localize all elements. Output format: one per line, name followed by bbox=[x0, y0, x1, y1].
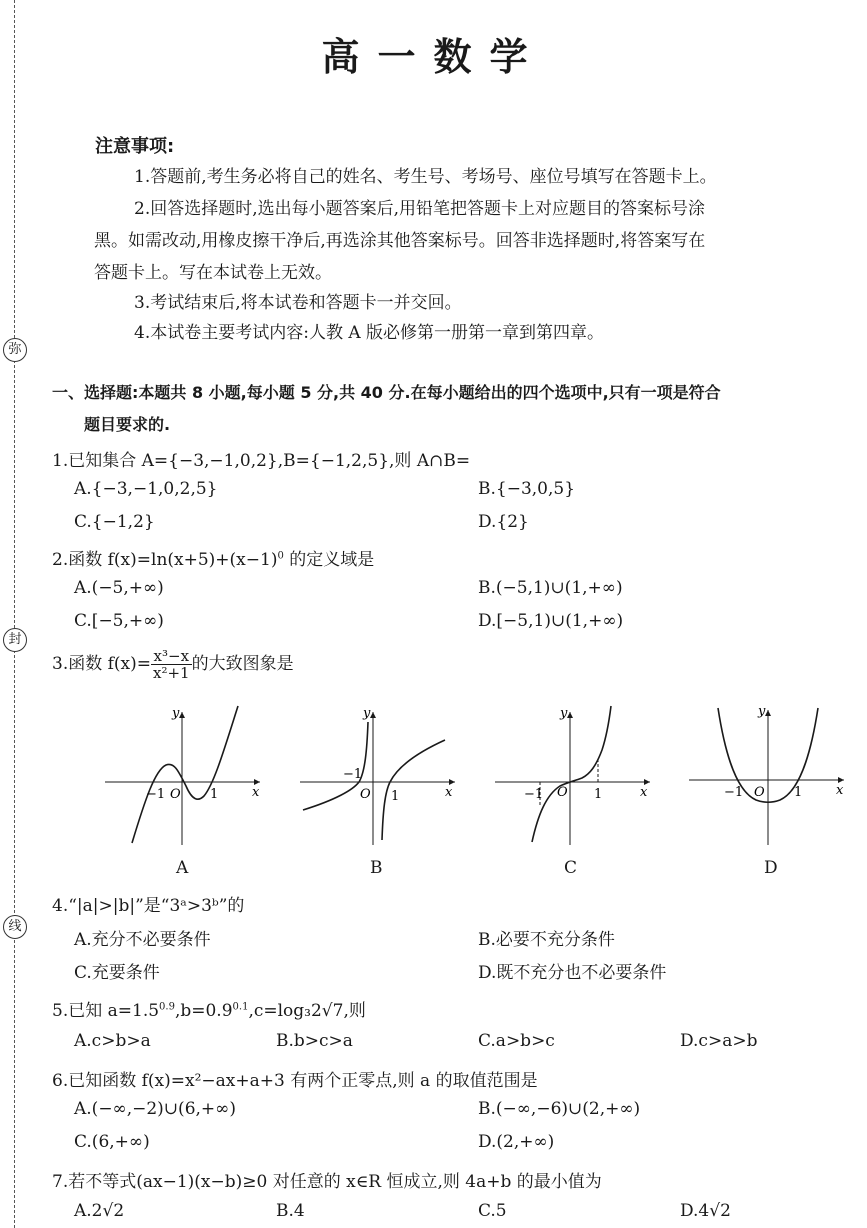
notice-item: 4.本试卷主要考试内容:人教 A 版必修第一册第一章到第四章。 bbox=[134, 323, 605, 343]
origin-label: O bbox=[170, 787, 181, 802]
q4-option-b[interactable]: B.必要不充分条件 bbox=[478, 930, 615, 950]
notice-item: 3.考试结束后,将本试卷和答题卡一并交回。 bbox=[134, 293, 462, 313]
q2-option-c[interactable]: C.[−5,+∞) bbox=[74, 611, 164, 631]
seal-feng: 封 bbox=[3, 628, 27, 652]
q7-option-d[interactable]: D.4√2 bbox=[680, 1201, 731, 1221]
seal-mi: 弥 bbox=[3, 338, 27, 362]
graph-c[interactable] bbox=[490, 700, 660, 850]
q6-option-a[interactable]: A.(−∞,−2)∪(6,+∞) bbox=[74, 1099, 236, 1119]
q4-option-d[interactable]: D.既不充分也不必要条件 bbox=[478, 963, 667, 983]
q2-option-b[interactable]: B.(−5,1)∪(1,+∞) bbox=[478, 578, 623, 598]
axis-y-label: y bbox=[758, 704, 766, 719]
q2-option-d[interactable]: D.[−5,1)∪(1,+∞) bbox=[478, 611, 624, 631]
q7-option-c[interactable]: C.5 bbox=[478, 1201, 507, 1221]
notice-item: 答题卡上。写在本试卷上无效。 bbox=[94, 263, 332, 283]
q4-option-c[interactable]: C.充要条件 bbox=[74, 963, 160, 983]
section-heading-cont: 题目要求的. bbox=[84, 415, 171, 434]
origin-label: O bbox=[360, 787, 371, 802]
q5-option-d[interactable]: D.c>a>b bbox=[680, 1031, 758, 1051]
question-1: 1.已知集合 A={−3,−1,0,2},B={−1,2,5},则 A∩B= bbox=[52, 451, 471, 471]
page-title: 高一数学 bbox=[321, 35, 546, 79]
q5-option-b[interactable]: B.b>c>a bbox=[276, 1031, 353, 1051]
seal-xian: 线 bbox=[3, 915, 27, 939]
tick-neg1: −1 bbox=[343, 767, 363, 782]
q4-option-a[interactable]: A.充分不必要条件 bbox=[74, 930, 211, 950]
question-2: 2.函数 $f(x)=\ln(x+5)+(x-1)^0$ 的定义域是 bbox=[52, 550, 375, 570]
q5-option-a[interactable]: A.c>b>a bbox=[74, 1031, 151, 1051]
axis-y-label: y bbox=[172, 706, 180, 721]
origin-label: O bbox=[557, 785, 568, 800]
binding-line bbox=[14, 0, 15, 1228]
q6-option-d[interactable]: D.(2,+∞) bbox=[478, 1132, 555, 1152]
tick-1: 1 bbox=[594, 787, 603, 802]
q7-option-b[interactable]: B.4 bbox=[276, 1201, 305, 1221]
graph-a[interactable] bbox=[100, 700, 270, 850]
tick-neg1: −1 bbox=[724, 785, 744, 800]
q5-option-c[interactable]: C.a>b>c bbox=[478, 1031, 555, 1051]
axis-x-label: x bbox=[445, 785, 453, 800]
section-heading: 一、选择题:本题共 8 小题,每小题 5 分,共 40 分.在每小题给出的四个选项中,只有一项是符合 bbox=[52, 383, 721, 402]
axis-y-label: y bbox=[560, 706, 568, 721]
tick-neg1: −1 bbox=[146, 787, 166, 802]
tick-1: 1 bbox=[210, 787, 219, 802]
q2-option-a[interactable]: A.(−5,+∞) bbox=[74, 578, 164, 598]
origin-label: O bbox=[754, 785, 765, 800]
axis-x-label: x bbox=[252, 785, 260, 800]
question-5: 5.已知 $a=1.5^{0.9},b=0.9^{0.1},c=\log_32√7$,则 bbox=[52, 1001, 366, 1021]
axis-x-label: x bbox=[836, 783, 844, 798]
q1-option-a[interactable]: A.{−3,−1,0,2,5} bbox=[74, 479, 218, 499]
tick-neg1: −1 bbox=[524, 787, 544, 802]
graph-a-label: A bbox=[176, 858, 189, 878]
graph-d[interactable] bbox=[684, 700, 854, 850]
notice-item: 黑。如需改动,用橡皮擦干净后,再选涂其他答案标号。回答非选择题时,将答案写在 bbox=[94, 231, 706, 251]
notice-item: 1.答题前,考生务必将自己的姓名、考生号、考场号、座位号填写在答题卡上。 bbox=[134, 167, 717, 187]
axis-y-label: y bbox=[363, 706, 371, 721]
q6-option-c[interactable]: C.(6,+∞) bbox=[74, 1132, 150, 1152]
question-3: 3.函数 f(x)= $\frac{\text{x³−x}}{\text{x²+1}}$ 的大致图象是 bbox=[52, 647, 294, 682]
question-7: 7.若不等式(ax−1)(x−b)≥0 对任意的 x∈R 恒成立,则 4a+b 的最小值为 bbox=[52, 1172, 602, 1192]
q7-option-a[interactable]: A.2√2 bbox=[74, 1201, 125, 1221]
fraction: $\frac{\text{x³−x}}{\text{x²+1}}$ bbox=[153, 647, 190, 682]
graph-c-label: C bbox=[564, 858, 578, 878]
graph-b-label: B bbox=[370, 858, 383, 878]
tick-1: 1 bbox=[794, 785, 803, 800]
q1-option-d[interactable]: D.{2} bbox=[478, 512, 529, 532]
q6-option-b[interactable]: B.(−∞,−6)∪(2,+∞) bbox=[478, 1099, 641, 1119]
q1-option-b[interactable]: B.{−3,0,5} bbox=[478, 479, 576, 499]
graph-b[interactable] bbox=[295, 700, 465, 850]
axis-x-label: x bbox=[640, 785, 648, 800]
q1-option-c[interactable]: C.{−1,2} bbox=[74, 512, 155, 532]
notice-item: 2.回答选择题时,选出每小题答案后,用铅笔把答题卡上对应题目的答案标号涂 bbox=[134, 199, 706, 219]
question-6: 6.已知函数 f(x)=x²−ax+a+3 有两个正零点,则 a 的取值范围是 bbox=[52, 1071, 538, 1091]
tick-1: 1 bbox=[391, 789, 400, 804]
graph-d-label: D bbox=[764, 858, 778, 878]
notice-heading: 注意事项: bbox=[95, 136, 175, 157]
question-4: 4.“|a|>|b|”是“3ᵃ>3ᵇ”的 bbox=[52, 896, 245, 916]
